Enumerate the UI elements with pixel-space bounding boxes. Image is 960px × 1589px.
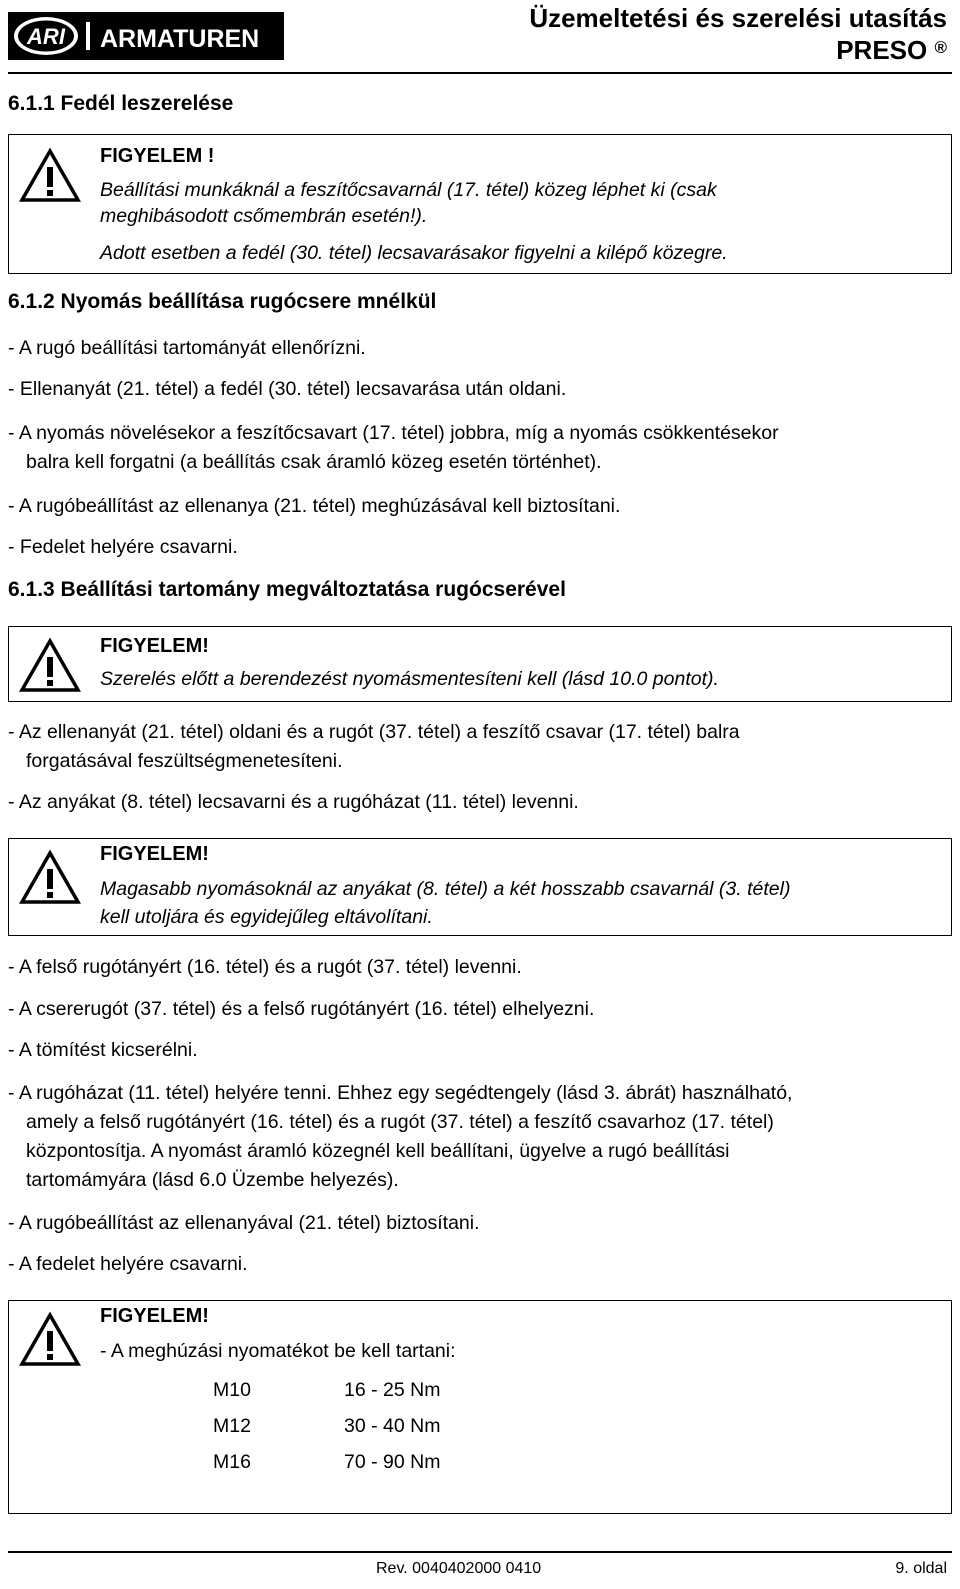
- warning-triangle-icon: [19, 637, 81, 693]
- torque-size: M12: [213, 1415, 251, 1437]
- list-item: - A rugóházat (11. tétel) helyére tenni. Ehhez egy segédtengely (lásd 3. ábrát) használható, amely a felső rugótányért (16. tétel) és a rugót (37. tétel) a feszítő csavarhoz (17. tétel) központosítja. A nyomást áramló közegnél kell beállítani, ügyelve a rugó beállítási tartomámyára (lásd 6.0 Üzembe helyezés).: [8, 1082, 793, 1191]
- list-item: - A fedelet helyére csavarni.: [8, 1253, 248, 1275]
- section-heading-6-1-3: 6.1.3 Beállítási tartomány megváltoztatása rugócserével: [8, 578, 566, 601]
- list-item: - Ellenanyát (21. tétel) a fedél (30. tétel) lecsavarása után oldani.: [8, 378, 567, 400]
- torque-size: M10: [213, 1379, 251, 1401]
- ari-armaturen-logo: [8, 12, 284, 60]
- list-item: - A tömítést kicserélni.: [8, 1039, 198, 1061]
- warning-title: FIGYELEM !: [100, 145, 215, 167]
- warning-box-1: [8, 134, 952, 274]
- list-item: - A rugóbeállítást az ellenanyával (21. tétel) biztosítani.: [8, 1212, 480, 1234]
- warning-line: Magasabb nyomásoknál az anyákat (8. tétel) a két hosszabb csavarnál (3. tétel): [100, 878, 791, 900]
- list-item: - Az anyákat (8. tétel) lecsavarni és a rugóházat (11. tétel) levenni.: [8, 791, 579, 813]
- list-item: - A rugóbeállítást az ellenanya (21. tétel) meghúzásával kell biztosítani.: [8, 495, 621, 517]
- warning-box-3: [8, 838, 952, 936]
- logo-brand-text: ARMATUREN: [100, 25, 260, 53]
- header-divider: [8, 72, 952, 74]
- warning-box-2: [8, 626, 952, 702]
- title-line-1: Üzemeltetési és szerelési utasítás: [529, 3, 947, 33]
- torque-range: 30 - 40 Nm: [344, 1415, 441, 1437]
- warning-line: meghibásodott csőmembrán esetén!).: [100, 205, 428, 227]
- warning-line: Szerelés előtt a berendezést nyomásmentesíteni kell (lásd 10.0 pontot).: [100, 668, 719, 690]
- list-item: - A nyomás növelésekor a feszítőcsavart (17. tétel) jobbra, míg a nyomás csökkentésekor balra kell forgatni (a beállítás csak áramló közeg esetén történhet).: [8, 422, 779, 473]
- torque-range: 70 - 90 Nm: [344, 1451, 441, 1473]
- warning-triangle-icon: [19, 1311, 81, 1367]
- warning-triangle-icon: [19, 849, 81, 905]
- title-line-2: PRESO ®: [836, 35, 947, 65]
- warning-line: Beállítási munkáknál a feszítőcsavarnál (17. tétel) közeg léphet ki (csak: [100, 179, 717, 201]
- section-heading-6-1-1: 6.1.1 Fedél leszerelése: [8, 92, 234, 115]
- footer-divider: [8, 1551, 952, 1553]
- warning-triangle-icon: [19, 147, 81, 203]
- document-title: [529, 2, 947, 66]
- list-item: - A rugó beállítási tartományát ellenőrízni.: [8, 337, 366, 359]
- list-item: - A felső rugótányért (16. tétel) és a rugót (37. tétel) levenni.: [8, 956, 522, 978]
- revision-number: Rev. 0040402000 0410: [376, 1560, 542, 1577]
- warning-line: Adott esetben a fedél (30. tétel) lecsavarásakor figyelni a kilépő közegre.: [100, 242, 728, 264]
- ari-logo-icon: [14, 17, 78, 55]
- page-number: 9. oldal: [895, 1560, 947, 1577]
- warning-title: FIGYELEM!: [100, 843, 209, 865]
- warning-title: FIGYELEM!: [100, 635, 209, 657]
- list-item: - Az ellenanyát (21. tétel) oldani és a rugót (37. tétel) a feszítő csavar (17. tétel) balra forgatásával feszültségmenetesíteni.: [8, 721, 740, 772]
- list-item: - A csererugót (37. tétel) és a felső rugótányért (16. tétel) elhelyezni.: [8, 998, 595, 1020]
- torque-range: 16 - 25 Nm: [344, 1379, 441, 1401]
- warning-line: kell utoljára és egyidejűleg eltávolítani.: [100, 906, 433, 928]
- warning-title: FIGYELEM!: [100, 1305, 209, 1327]
- registered-mark: ®: [934, 38, 947, 57]
- list-item: - Fedelet helyére csavarni.: [8, 536, 238, 558]
- torque-size: M16: [213, 1451, 251, 1473]
- warning-box-4: [8, 1300, 952, 1514]
- logo-ari-text: ARI: [27, 24, 65, 49]
- section-heading-6-1-2: 6.1.2 Nyomás beállítása rugócsere mnélkül: [8, 290, 437, 313]
- warning-line: - A meghúzási nyomatékot be kell tartani:: [100, 1340, 456, 1362]
